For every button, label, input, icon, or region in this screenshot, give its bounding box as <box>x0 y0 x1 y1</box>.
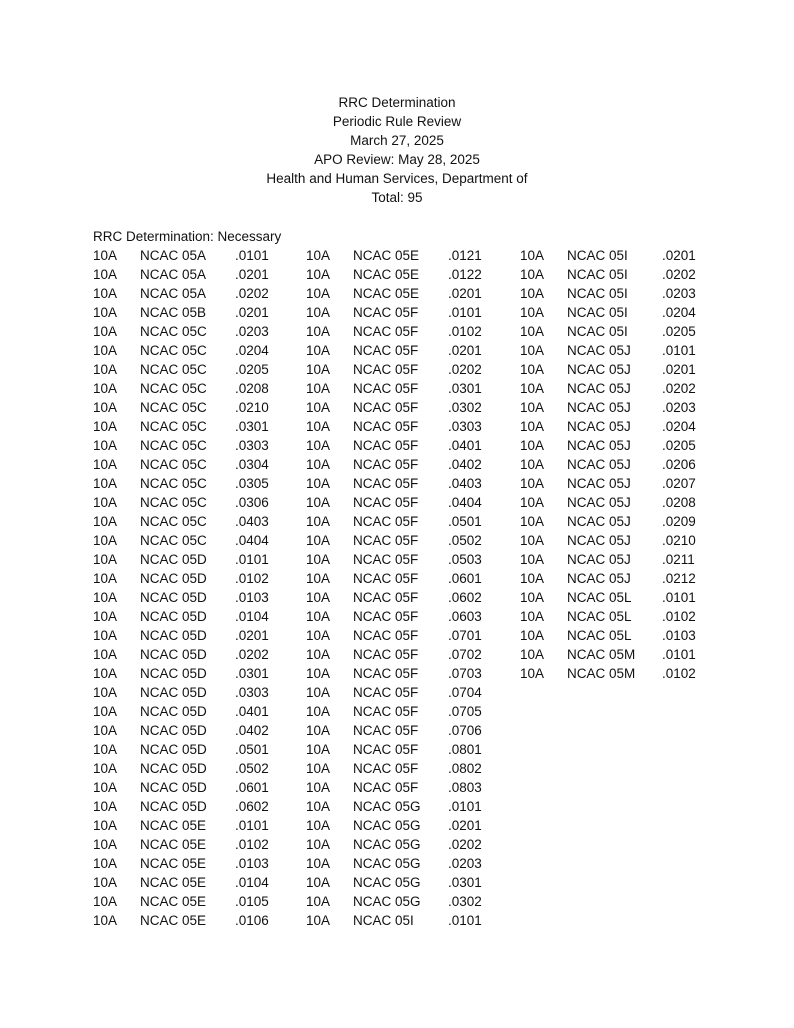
rule-number: .0201 <box>235 267 269 282</box>
rule-number: .0205 <box>235 362 269 377</box>
document-date: March 27, 2025 <box>350 133 444 148</box>
rule-chapter: NCAC 05C <box>140 533 207 548</box>
rule-chapter: NCAC 05F <box>353 476 419 491</box>
rule-chapter: NCAC 05C <box>140 457 207 472</box>
rule-chapter: NCAC 05E <box>140 913 207 928</box>
rule-title: 10A <box>306 514 331 529</box>
rule-number: .0202 <box>662 381 696 396</box>
rule-chapter: NCAC 05D <box>140 571 207 586</box>
rule-chapter: NCAC 05A <box>140 267 207 282</box>
rule-chapter: NCAC 05D <box>140 704 207 719</box>
rule-chapter: NCAC 05J <box>567 552 631 567</box>
rule-title: 10A <box>93 343 118 358</box>
rule-number: .0702 <box>448 647 482 662</box>
rule-chapter: NCAC 05J <box>567 533 631 548</box>
rule-title: 10A <box>520 267 545 282</box>
rule-number: .0202 <box>235 647 269 662</box>
rule-title: 10A <box>306 666 331 681</box>
rule-chapter: NCAC 05F <box>353 457 419 472</box>
rule-title: 10A <box>93 381 118 396</box>
rule-number: .0210 <box>235 400 269 415</box>
rule-chapter: NCAC 05D <box>140 666 207 681</box>
rule-number: .0212 <box>662 571 696 586</box>
rule-title: 10A <box>520 286 545 301</box>
rule-number: .0404 <box>235 533 269 548</box>
rule-title: 10A <box>93 723 118 738</box>
rule-chapter: NCAC 05F <box>353 362 419 377</box>
rule-number: .0201 <box>662 362 696 377</box>
rule-number: .0122 <box>448 267 482 282</box>
rule-number: .0201 <box>235 628 269 643</box>
rule-title: 10A <box>520 571 545 586</box>
rule-number: .0201 <box>448 818 482 833</box>
rule-chapter: NCAC 05G <box>353 837 421 852</box>
rule-chapter: NCAC 05E <box>353 286 420 301</box>
rule-chapter: NCAC 05I <box>567 286 628 301</box>
rule-chapter: NCAC 05C <box>140 514 207 529</box>
rule-number: .0202 <box>448 837 482 852</box>
rule-number: .0102 <box>448 324 482 339</box>
rule-chapter: NCAC 05D <box>140 609 207 624</box>
rule-chapter: NCAC 05I <box>567 324 628 339</box>
rule-title: 10A <box>93 362 118 377</box>
rule-title: 10A <box>93 742 118 757</box>
rule-number: .0101 <box>662 647 696 662</box>
rule-number: .0601 <box>448 571 482 586</box>
rule-chapter: NCAC 05F <box>353 343 419 358</box>
rule-number: .0401 <box>448 438 482 453</box>
rule-number: .0502 <box>235 761 269 776</box>
rule-title: 10A <box>520 343 545 358</box>
rule-title: 10A <box>520 495 545 510</box>
rule-title: 10A <box>520 590 545 605</box>
rule-chapter: NCAC 05E <box>353 267 420 282</box>
rule-title: 10A <box>520 381 545 396</box>
rule-title: 10A <box>93 818 118 833</box>
rule-number: .0208 <box>662 495 696 510</box>
rule-title: 10A <box>306 533 331 548</box>
rule-number: .0201 <box>235 305 269 320</box>
rule-title: 10A <box>93 666 118 681</box>
rule-number: .0501 <box>235 742 269 757</box>
rule-chapter: NCAC 05C <box>140 400 207 415</box>
rule-title: 10A <box>306 742 331 757</box>
rule-number: .0302 <box>448 400 482 415</box>
rule-title: 10A <box>93 875 118 890</box>
rule-number: .0201 <box>448 343 482 358</box>
rule-title: 10A <box>306 381 331 396</box>
rule-title: 10A <box>306 419 331 434</box>
rule-chapter: NCAC 05E <box>140 875 207 890</box>
rule-number: .0403 <box>448 476 482 491</box>
rule-title: 10A <box>93 590 118 605</box>
rule-number: .0303 <box>448 419 482 434</box>
rule-chapter: NCAC 05B <box>140 305 207 320</box>
rule-chapter: NCAC 05F <box>353 419 419 434</box>
rule-chapter: NCAC 05C <box>140 343 207 358</box>
rule-number: .0209 <box>662 514 696 529</box>
rule-chapter: NCAC 05C <box>140 495 207 510</box>
agency-name: Health and Human Services, Department of <box>266 171 528 186</box>
rule-title: 10A <box>520 666 545 681</box>
rule-number: .0303 <box>235 438 269 453</box>
rule-title: 10A <box>306 324 331 339</box>
rule-number: .0101 <box>448 799 482 814</box>
rule-chapter: NCAC 05C <box>140 362 207 377</box>
rule-chapter: NCAC 05F <box>353 324 419 339</box>
rule-number: .0103 <box>235 856 269 871</box>
rule-title: 10A <box>306 875 331 890</box>
rule-title: 10A <box>93 685 118 700</box>
rule-chapter: NCAC 05F <box>353 666 419 681</box>
rule-number: .0103 <box>662 628 696 643</box>
rule-number: .0201 <box>662 248 696 263</box>
rule-number: .0106 <box>235 913 269 928</box>
rule-number: .0205 <box>662 324 696 339</box>
rule-number: .0703 <box>448 666 482 681</box>
rule-title: 10A <box>93 267 118 282</box>
rule-number: .0104 <box>235 609 269 624</box>
rule-number: .0205 <box>662 438 696 453</box>
rule-chapter: NCAC 05J <box>567 438 631 453</box>
rule-title: 10A <box>306 780 331 795</box>
rule-title: 10A <box>306 647 331 662</box>
rule-title: 10A <box>306 400 331 415</box>
rule-number: .0701 <box>448 628 482 643</box>
rule-number: .0203 <box>662 400 696 415</box>
rule-number: .0102 <box>662 666 696 681</box>
rule-title: 10A <box>93 913 118 928</box>
rule-chapter: NCAC 05D <box>140 628 207 643</box>
rule-title: 10A <box>93 894 118 909</box>
rule-chapter: NCAC 05G <box>353 818 421 833</box>
rule-title: 10A <box>306 552 331 567</box>
rule-chapter: NCAC 05J <box>567 571 631 586</box>
rule-chapter: NCAC 05G <box>353 894 421 909</box>
rule-chapter: NCAC 05J <box>567 457 631 472</box>
rule-chapter: NCAC 05A <box>140 286 207 301</box>
rule-title: 10A <box>93 438 118 453</box>
rule-number: .0306 <box>235 495 269 510</box>
rule-chapter: NCAC 05F <box>353 552 419 567</box>
rule-title: 10A <box>306 913 331 928</box>
rule-title: 10A <box>520 552 545 567</box>
rule-chapter: NCAC 05E <box>353 248 420 263</box>
document-title: RRC Determination <box>338 95 456 110</box>
rule-number: .0706 <box>448 723 482 738</box>
document-header <box>0 93 794 207</box>
rule-title: 10A <box>520 514 545 529</box>
rule-title: 10A <box>520 305 545 320</box>
rule-chapter: NCAC 05F <box>353 533 419 548</box>
rule-title: 10A <box>306 438 331 453</box>
rule-number: .0102 <box>662 609 696 624</box>
rule-chapter: NCAC 05A <box>140 248 207 263</box>
rule-chapter: NCAC 05E <box>140 818 207 833</box>
rule-chapter: NCAC 05L <box>567 628 632 643</box>
rule-number: .0102 <box>235 571 269 586</box>
rule-number: .0103 <box>235 590 269 605</box>
rule-title: 10A <box>93 305 118 320</box>
rule-title: 10A <box>306 476 331 491</box>
rule-number: .0101 <box>448 913 482 928</box>
rule-number: .0202 <box>662 267 696 282</box>
rule-chapter: NCAC 05J <box>567 495 631 510</box>
rule-chapter: NCAC 05D <box>140 685 207 700</box>
rule-chapter: NCAC 05D <box>140 761 207 776</box>
rule-chapter: NCAC 05I <box>567 267 628 282</box>
rule-title: 10A <box>306 590 331 605</box>
rule-title: 10A <box>520 324 545 339</box>
rule-number: .0303 <box>235 685 269 700</box>
rule-number: .0204 <box>662 419 696 434</box>
rule-chapter: NCAC 05F <box>353 514 419 529</box>
rule-title: 10A <box>93 419 118 434</box>
rule-number: .0101 <box>662 590 696 605</box>
rule-title: 10A <box>306 495 331 510</box>
rule-number: .0305 <box>235 476 269 491</box>
rule-chapter: NCAC 05L <box>567 590 632 605</box>
rule-title: 10A <box>93 324 118 339</box>
rule-number: .0705 <box>448 704 482 719</box>
rule-title: 10A <box>93 476 118 491</box>
rule-chapter: NCAC 05F <box>353 400 419 415</box>
rule-chapter: NCAC 05F <box>353 723 419 738</box>
rule-title: 10A <box>306 704 331 719</box>
rule-chapter: NCAC 05F <box>353 438 419 453</box>
rule-chapter: NCAC 05J <box>567 343 631 358</box>
rule-chapter: NCAC 05F <box>353 609 419 624</box>
rule-title: 10A <box>93 457 118 472</box>
rule-number: .0105 <box>235 894 269 909</box>
rule-title: 10A <box>93 248 118 263</box>
rule-chapter: NCAC 05F <box>353 571 419 586</box>
rule-title: 10A <box>306 761 331 776</box>
rule-number: .0211 <box>662 552 695 567</box>
rule-number: .0801 <box>448 742 482 757</box>
rule-number: .0104 <box>235 875 269 890</box>
rule-title: 10A <box>93 495 118 510</box>
rule-chapter: NCAC 05G <box>353 856 421 871</box>
rule-number: .0401 <box>235 704 269 719</box>
rule-total: Total: 95 <box>371 190 423 205</box>
rule-chapter: NCAC 05G <box>353 799 421 814</box>
rule-title: 10A <box>306 818 331 833</box>
rule-chapter: NCAC 05F <box>353 761 419 776</box>
rule-title: 10A <box>93 856 118 871</box>
rule-title: 10A <box>93 400 118 415</box>
rule-number: .0301 <box>448 875 482 890</box>
rule-number: .0204 <box>235 343 269 358</box>
rule-number: .0404 <box>448 495 482 510</box>
rule-title: 10A <box>93 780 118 795</box>
rule-number: .0204 <box>662 305 696 320</box>
rule-number: .0402 <box>235 723 269 738</box>
rule-title: 10A <box>520 400 545 415</box>
rule-title: 10A <box>306 267 331 282</box>
rule-title: 10A <box>306 571 331 586</box>
rule-title: 10A <box>93 571 118 586</box>
rule-title: 10A <box>520 419 545 434</box>
rule-number: .0601 <box>235 780 269 795</box>
rule-number: .0603 <box>448 609 482 624</box>
rule-chapter: NCAC 05D <box>140 780 207 795</box>
rule-title: 10A <box>93 704 118 719</box>
rule-number: .0121 <box>448 248 482 263</box>
rule-title: 10A <box>520 533 545 548</box>
section-title: RRC Determination: Necessary <box>93 229 282 244</box>
rule-title: 10A <box>520 476 545 491</box>
rule-number: .0301 <box>235 419 269 434</box>
rule-title: 10A <box>520 457 545 472</box>
rule-chapter: NCAC 05F <box>353 685 419 700</box>
rule-title: 10A <box>306 609 331 624</box>
rule-chapter: NCAC 05F <box>353 381 419 396</box>
rule-chapter: NCAC 05E <box>140 837 207 852</box>
rule-title: 10A <box>306 457 331 472</box>
rule-title: 10A <box>93 799 118 814</box>
rule-chapter: NCAC 05I <box>353 913 414 928</box>
rule-chapter: NCAC 05D <box>140 590 207 605</box>
rule-number: .0210 <box>662 533 696 548</box>
rule-chapter: NCAC 05D <box>140 647 207 662</box>
rule-title: 10A <box>93 628 118 643</box>
rule-title: 10A <box>520 647 545 662</box>
rule-number: .0102 <box>235 837 269 852</box>
rule-chapter: NCAC 05D <box>140 723 207 738</box>
rule-chapter: NCAC 05F <box>353 495 419 510</box>
rule-number: .0403 <box>235 514 269 529</box>
rule-title: 10A <box>520 362 545 377</box>
rule-chapter: NCAC 05D <box>140 799 207 814</box>
rule-title: 10A <box>306 362 331 377</box>
rule-title: 10A <box>520 438 545 453</box>
rule-chapter: NCAC 05M <box>567 666 636 681</box>
document-subtitle: Periodic Rule Review <box>332 114 462 129</box>
rule-number: .0101 <box>662 343 696 358</box>
rule-title: 10A <box>93 286 118 301</box>
rule-number: .0602 <box>235 799 269 814</box>
rule-title: 10A <box>306 723 331 738</box>
rule-number: .0302 <box>448 894 482 909</box>
rule-number: .0203 <box>235 324 269 339</box>
rule-chapter: NCAC 05J <box>567 381 631 396</box>
rule-chapter: NCAC 05C <box>140 381 207 396</box>
rule-chapter: NCAC 05I <box>567 305 628 320</box>
rule-number: .0101 <box>235 248 269 263</box>
rule-chapter: NCAC 05J <box>567 514 631 529</box>
rule-title: 10A <box>93 514 118 529</box>
rule-number: .0203 <box>448 856 482 871</box>
rule-title: 10A <box>93 837 118 852</box>
rule-number: .0101 <box>235 552 269 567</box>
rule-number: .0101 <box>448 305 482 320</box>
rule-chapter: NCAC 05F <box>353 704 419 719</box>
rule-chapter: NCAC 05C <box>140 476 207 491</box>
rule-chapter: NCAC 05F <box>353 590 419 605</box>
rule-chapter: NCAC 05J <box>567 400 631 415</box>
rule-number: .0101 <box>235 818 269 833</box>
rule-title: 10A <box>306 685 331 700</box>
rule-chapter: NCAC 05J <box>567 362 631 377</box>
rule-number: .0501 <box>448 514 482 529</box>
rule-chapter: NCAC 05J <box>567 476 631 491</box>
rule-chapter: NCAC 05D <box>140 552 207 567</box>
rule-chapter: NCAC 05F <box>353 742 419 757</box>
rule-title: 10A <box>93 552 118 567</box>
rule-number: .0203 <box>662 286 696 301</box>
rule-number: .0202 <box>448 362 482 377</box>
rule-chapter: NCAC 05C <box>140 438 207 453</box>
rule-title: 10A <box>306 305 331 320</box>
rule-title: 10A <box>520 248 545 263</box>
rule-title: 10A <box>93 609 118 624</box>
rule-number: .0802 <box>448 761 482 776</box>
rule-chapter: NCAC 05M <box>567 647 636 662</box>
rule-title: 10A <box>520 628 545 643</box>
rule-title: 10A <box>93 533 118 548</box>
rule-title: 10A <box>93 647 118 662</box>
rule-chapter: NCAC 05F <box>353 305 419 320</box>
rule-title: 10A <box>306 837 331 852</box>
rule-title: 10A <box>306 894 331 909</box>
rule-chapter: NCAC 05J <box>567 419 631 434</box>
rule-title: 10A <box>306 343 331 358</box>
rule-number: .0201 <box>448 286 482 301</box>
rule-number: .0208 <box>235 381 269 396</box>
rule-number: .0301 <box>235 666 269 681</box>
rule-chapter: NCAC 05E <box>140 894 207 909</box>
rule-chapter: NCAC 05G <box>353 875 421 890</box>
rule-number: .0304 <box>235 457 269 472</box>
rule-number: .0602 <box>448 590 482 605</box>
apo-review-date: APO Review: May 28, 2025 <box>314 152 480 167</box>
rule-number: .0301 <box>448 381 482 396</box>
rule-chapter: NCAC 05I <box>567 248 628 263</box>
rule-title: 10A <box>306 248 331 263</box>
rule-title: 10A <box>306 799 331 814</box>
rule-chapter: NCAC 05L <box>567 609 632 624</box>
rule-number: .0202 <box>235 286 269 301</box>
rule-number: .0704 <box>448 685 482 700</box>
rule-chapter: NCAC 05D <box>140 742 207 757</box>
rule-number: .0402 <box>448 457 482 472</box>
rule-number: .0503 <box>448 552 482 567</box>
rule-chapter: NCAC 05F <box>353 780 419 795</box>
rule-chapter: NCAC 05E <box>140 856 207 871</box>
rule-number: .0803 <box>448 780 482 795</box>
rule-title: 10A <box>306 286 331 301</box>
rule-title: 10A <box>520 609 545 624</box>
rule-chapter: NCAC 05C <box>140 324 207 339</box>
rule-title: 10A <box>306 628 331 643</box>
rule-number: .0207 <box>662 476 696 491</box>
rule-number: .0206 <box>662 457 696 472</box>
rule-title: 10A <box>93 761 118 776</box>
rule-number: .0502 <box>448 533 482 548</box>
rule-chapter: NCAC 05F <box>353 647 419 662</box>
rule-title: 10A <box>306 856 331 871</box>
rule-chapter: NCAC 05C <box>140 419 207 434</box>
rule-chapter: NCAC 05F <box>353 628 419 643</box>
